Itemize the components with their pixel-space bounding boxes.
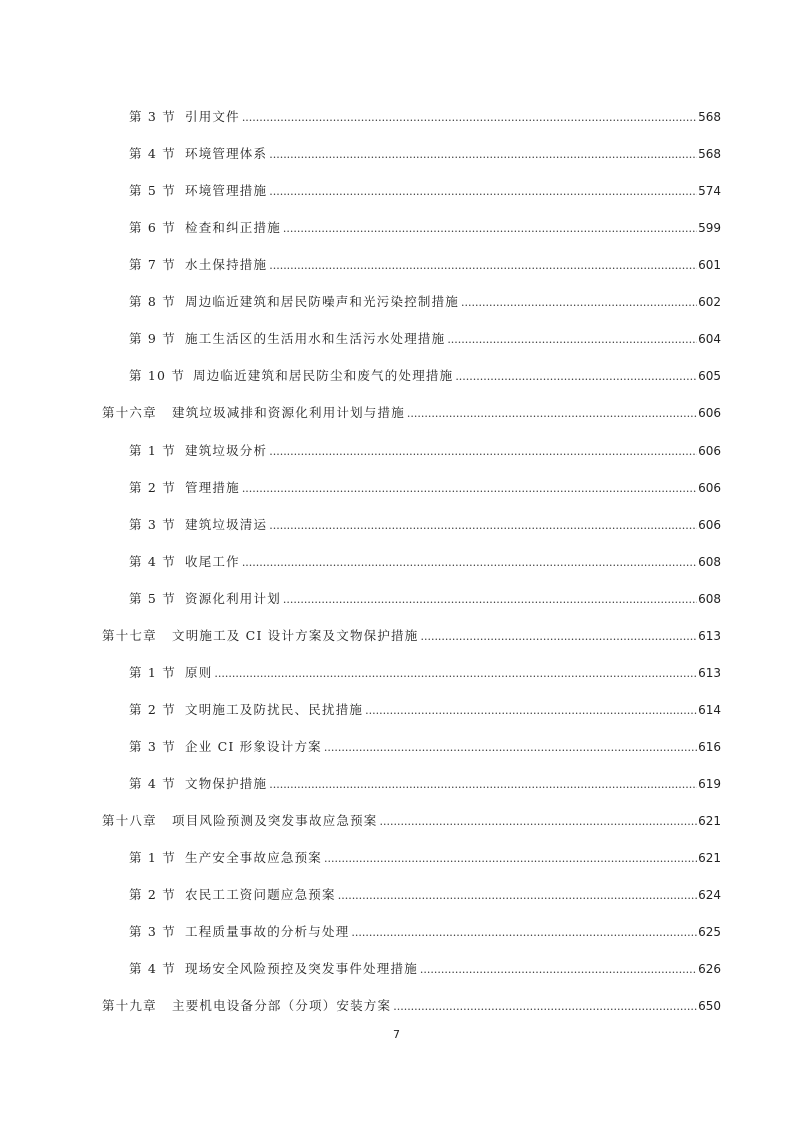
dot-leader <box>269 148 697 161</box>
toc-chapter-title: 建筑垃圾减排和资源化利用计划与措施 <box>172 405 405 420</box>
toc-entry[interactable] <box>129 292 721 312</box>
dot-leader <box>269 259 697 272</box>
dot-leader <box>214 667 697 680</box>
toc-entry-page: 613 <box>698 666 721 680</box>
toc-entry-title: 企业 CI 形象设计方案 <box>185 739 322 754</box>
dot-leader <box>242 111 697 124</box>
toc-entry[interactable] <box>129 441 721 461</box>
toc-entry-number: 第 10 节 <box>129 368 186 383</box>
toc-entry[interactable] <box>129 737 721 757</box>
toc-entry-page: 605 <box>698 369 721 383</box>
toc-chapter-number: 第十六章 <box>102 405 157 420</box>
toc-entry-number: 第 2 节 <box>129 702 176 717</box>
toc-entry-title: 检查和纠正措施 <box>185 220 281 235</box>
toc-entry-page: 608 <box>698 592 721 606</box>
toc-entry[interactable] <box>129 515 721 535</box>
dot-leader <box>393 1000 697 1013</box>
toc-entry[interactable] <box>129 885 721 905</box>
toc-entry[interactable] <box>129 774 721 794</box>
toc-entry[interactable] <box>129 366 721 386</box>
dot-leader <box>447 333 697 346</box>
toc-entry[interactable] <box>129 107 721 127</box>
toc-entry-page: 621 <box>698 851 721 865</box>
toc-entry-page: 626 <box>698 962 721 976</box>
dot-leader <box>420 963 697 976</box>
toc-entry-title: 工程质量事故的分析与处理 <box>185 924 350 939</box>
dot-leader <box>242 482 697 495</box>
toc-chapter-title: 文明施工及 CI 设计方案及文物保护措施 <box>172 628 419 643</box>
toc-entry[interactable] <box>129 181 721 201</box>
dot-leader <box>365 704 697 717</box>
toc-entry-number: 第 4 节 <box>129 776 176 791</box>
toc-entry-page: 568 <box>698 110 721 124</box>
toc-entry-page: 616 <box>698 740 721 754</box>
toc-chapter-page: 613 <box>698 629 721 643</box>
toc-entry-number: 第 4 节 <box>129 146 176 161</box>
toc-entry-title: 环境管理措施 <box>185 183 268 198</box>
toc-entry-page: 606 <box>698 481 721 495</box>
toc-entry[interactable] <box>129 589 721 609</box>
toc-chapter-number: 第十九章 <box>102 998 157 1013</box>
toc-entry-page: 606 <box>698 518 721 532</box>
toc-entry-page: 624 <box>698 888 721 902</box>
toc-entry-number: 第 6 节 <box>129 220 176 235</box>
toc-entry-page: 604 <box>698 332 721 346</box>
toc-entry-number: 第 9 节 <box>129 331 176 346</box>
toc-chapter-number: 第十七章 <box>102 628 157 643</box>
toc-chapter[interactable] <box>102 626 721 646</box>
toc-entry-number: 第 1 节 <box>129 850 176 865</box>
toc-entry-page: 614 <box>698 703 721 717</box>
toc-entry[interactable] <box>129 144 721 164</box>
toc-entry-number: 第 1 节 <box>129 443 176 458</box>
toc-entry-number: 第 3 节 <box>129 739 176 754</box>
toc-chapter-page: 650 <box>698 999 721 1013</box>
toc-entry-title: 文物保护措施 <box>185 776 268 791</box>
toc-entry-number: 第 4 节 <box>129 961 176 976</box>
toc-entry-number: 第 3 节 <box>129 109 176 124</box>
toc-entry-number: 第 4 节 <box>129 554 176 569</box>
dot-leader <box>455 370 697 383</box>
toc-entry-number: 第 2 节 <box>129 887 176 902</box>
toc-entry-page: 599 <box>698 221 721 235</box>
toc-entry[interactable] <box>129 922 721 942</box>
toc-entry[interactable] <box>129 848 721 868</box>
toc-entry-title: 农民工工资问题应急预案 <box>185 887 336 902</box>
toc-entry-number: 第 3 节 <box>129 924 176 939</box>
dot-leader <box>283 593 697 606</box>
toc-entry-number: 第 1 节 <box>129 665 176 680</box>
toc-entry[interactable] <box>129 255 721 275</box>
toc-entry-page: 568 <box>698 147 721 161</box>
dot-leader <box>269 445 697 458</box>
dot-leader <box>283 222 697 235</box>
dot-leader <box>420 630 697 643</box>
toc-entry[interactable] <box>129 959 721 979</box>
dot-leader <box>269 778 697 791</box>
dot-leader <box>324 852 697 865</box>
toc-chapter[interactable] <box>102 403 721 423</box>
toc-entry[interactable] <box>129 478 721 498</box>
toc-entry[interactable] <box>129 218 721 238</box>
toc-entry-title: 管理措施 <box>185 480 240 495</box>
dot-leader <box>380 815 698 828</box>
toc-entry-title: 引用文件 <box>185 109 240 124</box>
toc-entry-title: 文明施工及防扰民、民扰措施 <box>185 702 364 717</box>
toc-entry-title: 水土保持措施 <box>185 257 268 272</box>
dot-leader <box>407 407 697 420</box>
toc-entry-page: 602 <box>698 295 721 309</box>
toc-entry-number: 第 7 节 <box>129 257 176 272</box>
toc-chapter-page: 621 <box>698 814 721 828</box>
toc-chapter-title: 项目风险预测及突发事故应急预案 <box>172 813 378 828</box>
dot-leader <box>324 741 697 754</box>
toc-entry-page: 619 <box>698 777 721 791</box>
footer-page-number: 7 <box>393 1028 400 1041</box>
toc-entry-title: 建筑垃圾分析 <box>185 443 268 458</box>
toc-entry-number: 第 8 节 <box>129 294 176 309</box>
toc-entry-number: 第 5 节 <box>129 183 176 198</box>
toc-chapter-title: 主要机电设备分部（分项）安装方案 <box>172 998 392 1013</box>
toc-entry-page: 625 <box>698 925 721 939</box>
toc-chapter-page: 606 <box>698 406 721 420</box>
toc-entry-title: 周边临近建筑和居民防噪声和光污染控制措施 <box>185 294 460 309</box>
toc-entry-title: 收尾工作 <box>185 554 240 569</box>
toc-entry-title: 建筑垃圾清运 <box>185 517 268 532</box>
toc-entry[interactable] <box>129 552 721 572</box>
toc-entry-title: 施工生活区的生活用水和生活污水处理措施 <box>185 331 446 346</box>
dot-leader <box>269 185 697 198</box>
toc-entry-number: 第 5 节 <box>129 591 176 606</box>
toc-entry-title: 原则 <box>185 665 213 680</box>
dot-leader <box>269 519 697 532</box>
dot-leader <box>242 556 697 569</box>
toc-entry[interactable] <box>129 663 721 683</box>
toc-entry-page: 608 <box>698 555 721 569</box>
toc-entry-title: 生产安全事故应急预案 <box>185 850 323 865</box>
toc-chapter-number: 第十八章 <box>102 813 157 828</box>
toc-entry-page: 601 <box>698 258 721 272</box>
toc-entry-number: 第 3 节 <box>129 517 176 532</box>
dot-leader <box>461 296 697 309</box>
toc-entry-page: 606 <box>698 444 721 458</box>
toc-chapter[interactable] <box>102 811 721 831</box>
toc-entry-title: 环境管理体系 <box>185 146 268 161</box>
toc-entry-title: 周边临近建筑和居民防尘和废气的处理措施 <box>193 368 454 383</box>
toc-chapter[interactable] <box>102 996 721 1016</box>
toc-entry[interactable] <box>129 329 721 349</box>
toc-entry-title: 现场安全风险预控及突发事件处理措施 <box>185 961 418 976</box>
dot-leader <box>351 926 697 939</box>
toc-entry[interactable] <box>129 700 721 720</box>
toc-entry-page: 574 <box>698 184 721 198</box>
toc-entry-number: 第 2 节 <box>129 480 176 495</box>
dot-leader <box>338 889 697 902</box>
toc-entry-title: 资源化利用计划 <box>185 591 281 606</box>
